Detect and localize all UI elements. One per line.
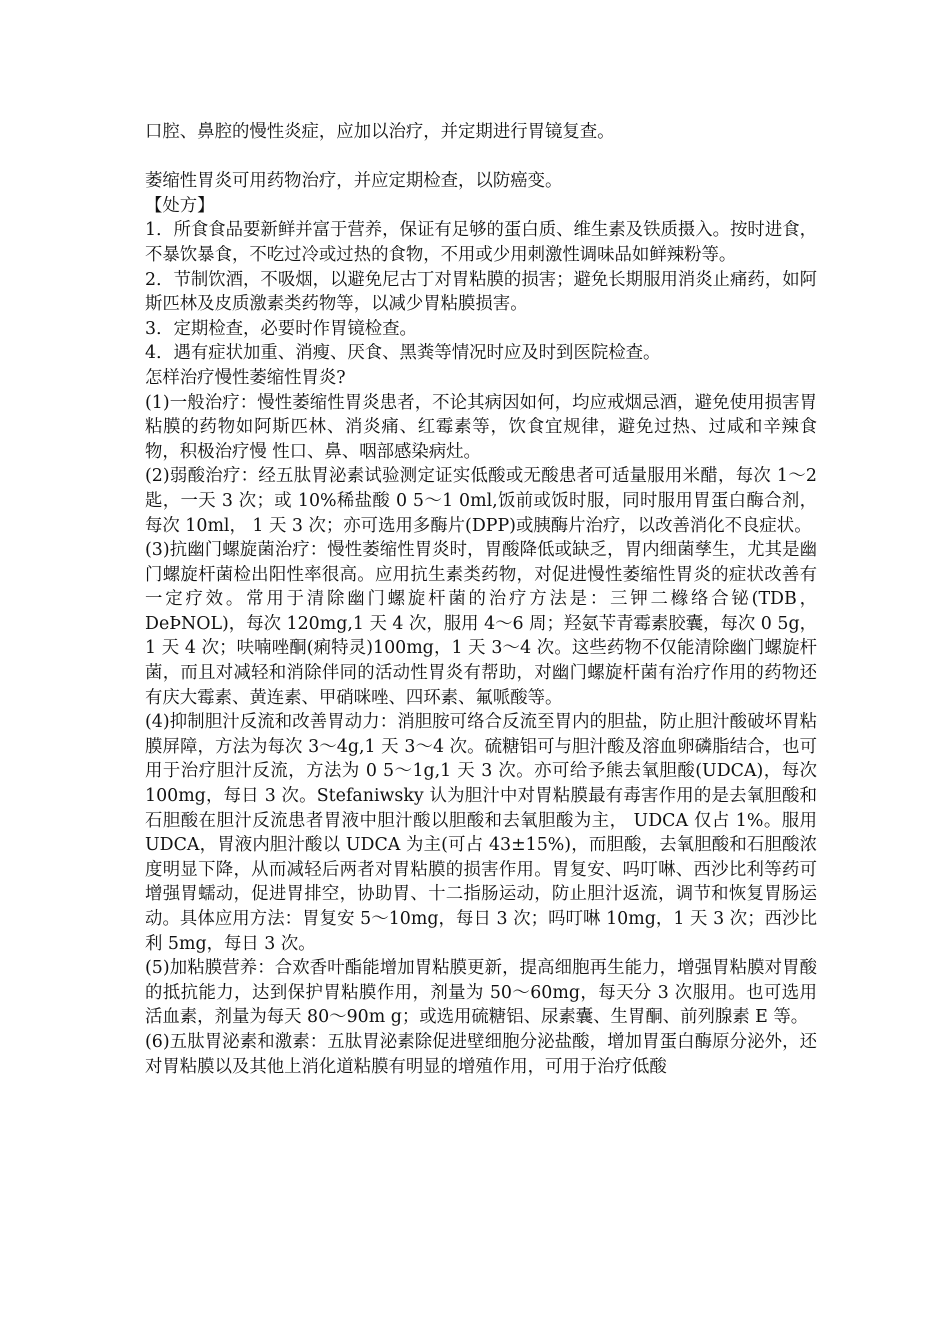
document-body [145, 120, 817, 1079]
paragraph-bile-reflux: (4)抑制胆汁反流和改善胃动力：消胆胺可络合反流至胃内的胆盐，防止胆汁酸破坏胃粘膜屏障，方法为每次 3～4g,1 天 3～4 次。硫糖铝可与胆汁酸及溶血卵磷脂结合，也可用于治疗胆汁反流，方法为 0 5～1g,1 天 3 次。亦可给予熊去氧胆酸(UDCA)，每次 100mg，每日 3 次。Stefaniwsky 认为胆汁中对胃粘膜最有毒害作用的是去氧胆酸和石胆酸在胆汁反流患者胃液中胆汁酸以胆酸和去氧胆酸为主， UDCA 仅占 1%。服用 UDCA，胃液内胆汁酸以 UDCA 为主(可占 43±15%)，而胆酸，去氧胆酸和石胆酸浓度明显下降，从而减轻后两者对胃粘膜的损害作用。胃复安、吗叮啉、西沙比利等药可增强胃蠕动，促进胃排空，协助胃、十二指肠运动，防止胆汁返流，调节和恢复胃肠运动。具体应用方法：胃复安 5～10mg，每日 3 次；吗叮啉 10mg，1 天 3 次；西沙比利 5mg，每日 3 次。 [145, 712, 817, 954]
paragraph-atrophic-note: 萎缩性胃炎可用药物治疗，并应定期检查，以防癌变。 [145, 171, 563, 192]
section-heading-treatment: 怎样治疗慢性萎缩性胃炎? [145, 367, 346, 388]
list-item-2: 2．节制饮酒，不吸烟，以避免尼古丁对胃粘膜的损害；避免长期服用消炎止痛药，如阿斯匹林及皮质激素类药物等，以减少胃粘膜损害。 [145, 269, 817, 315]
paragraph-mucosa-nutrition: (5)加粘膜营养：合欢香叶酯能增加胃粘膜更新，提高细胞再生能力，增强胃粘膜对胃酸的抵抗能力，达到保护胃粘膜作用，剂量为 50～60mg，每天分 3 次服用。也可选用活血素，剂量为每天 80～90m g；或选用硫糖铝、尿素囊、生胃酮、前列腺素 E 等。 [145, 958, 817, 1028]
paragraph-weak-acid: (2)弱酸治疗：经五肽胃泌素试验测定证实低酸或无酸患者可适量服用米醋，每次 1～2 匙，一天 3 次；或 10%稀盐酸 0 5～1 0ml,饭前或饭时服，同时服用胃蛋白酶合剂，每次 10ml， 1 天 3 次；亦可选用多酶片(DPP)或胰酶片治疗，以改善消化不良症状。 [145, 466, 817, 536]
paragraph-anti-helicobacter: (3)抗幽门螺旋菌治疗：慢性萎缩性胃炎时，胃酸降低或缺乏，胃内细菌孳生，尤其是幽门螺旋杆菌检出阳性率很高。应用抗生素类药物，对促进慢性萎缩性胃炎的症状改善有一定疗效。常用于清除幽门螺旋杆菌的治疗方法是：三钾二橼络合铋(TDB，DeÞNOL)，每次 120mg,1 天 4 次，服用 4～6 周；羟氨苄青霉素胶囊，每次 0 5g，1 天 4 次；呋喃唑酮(痢特灵)100mg，1 天 3～4 次。这些药物不仅能清除幽门螺旋杆菌，而且对减轻和消除伴同的活动性胃炎有帮助，对幽门螺旋杆菌有治疗作用的药物还有庆大霉素、黄连素、甲硝咪唑、四环素、氟哌酸等。 [145, 540, 817, 708]
list-item-4: 4．遇有症状加重、消瘦、厌食、黑粪等情况时应及时到医院检查。 [145, 343, 661, 364]
list-item-1: 1．所食食品要新鲜并富于营养，保证有足够的蛋白质、维生素及铁质摄入。按时进食，不暴饮暴食，不吃过冷或过热的食物，不用或少用刺激性调味品如鲜辣粉等。 [145, 220, 817, 265]
paragraph-spacer [145, 145, 817, 170]
section-heading-prescription: 【处方】 [145, 195, 215, 216]
paragraph-intro: 口腔、鼻腔的慢性炎症，应加以治疗，并定期进行胃镜复查。 [145, 122, 615, 142]
paragraph-pentagastrin: (6)五肽胃泌素和激素：五肽胃泌素除促进壁细胞分泌盐酸，增加胃蛋白酶原分泌外，还对胃粘膜以及其他上消化道粘膜有明显的增殖作用，可用于治疗低酸 [145, 1031, 817, 1077]
list-item-3: 3．定期检查，必要时作胃镜检查。 [145, 318, 417, 339]
paragraph-general-treatment: (1)一般治疗：慢性萎缩性胃炎患者，不论其病因如何，均应戒烟忌酒，避免使用损害胃粘膜的药物如阿斯匹林、消炎痛、红霉素等，饮食宜规律，避免过热、过咸和辛辣食物，积极治疗慢 性口、鼻、咽部感染病灶。 [145, 392, 817, 462]
